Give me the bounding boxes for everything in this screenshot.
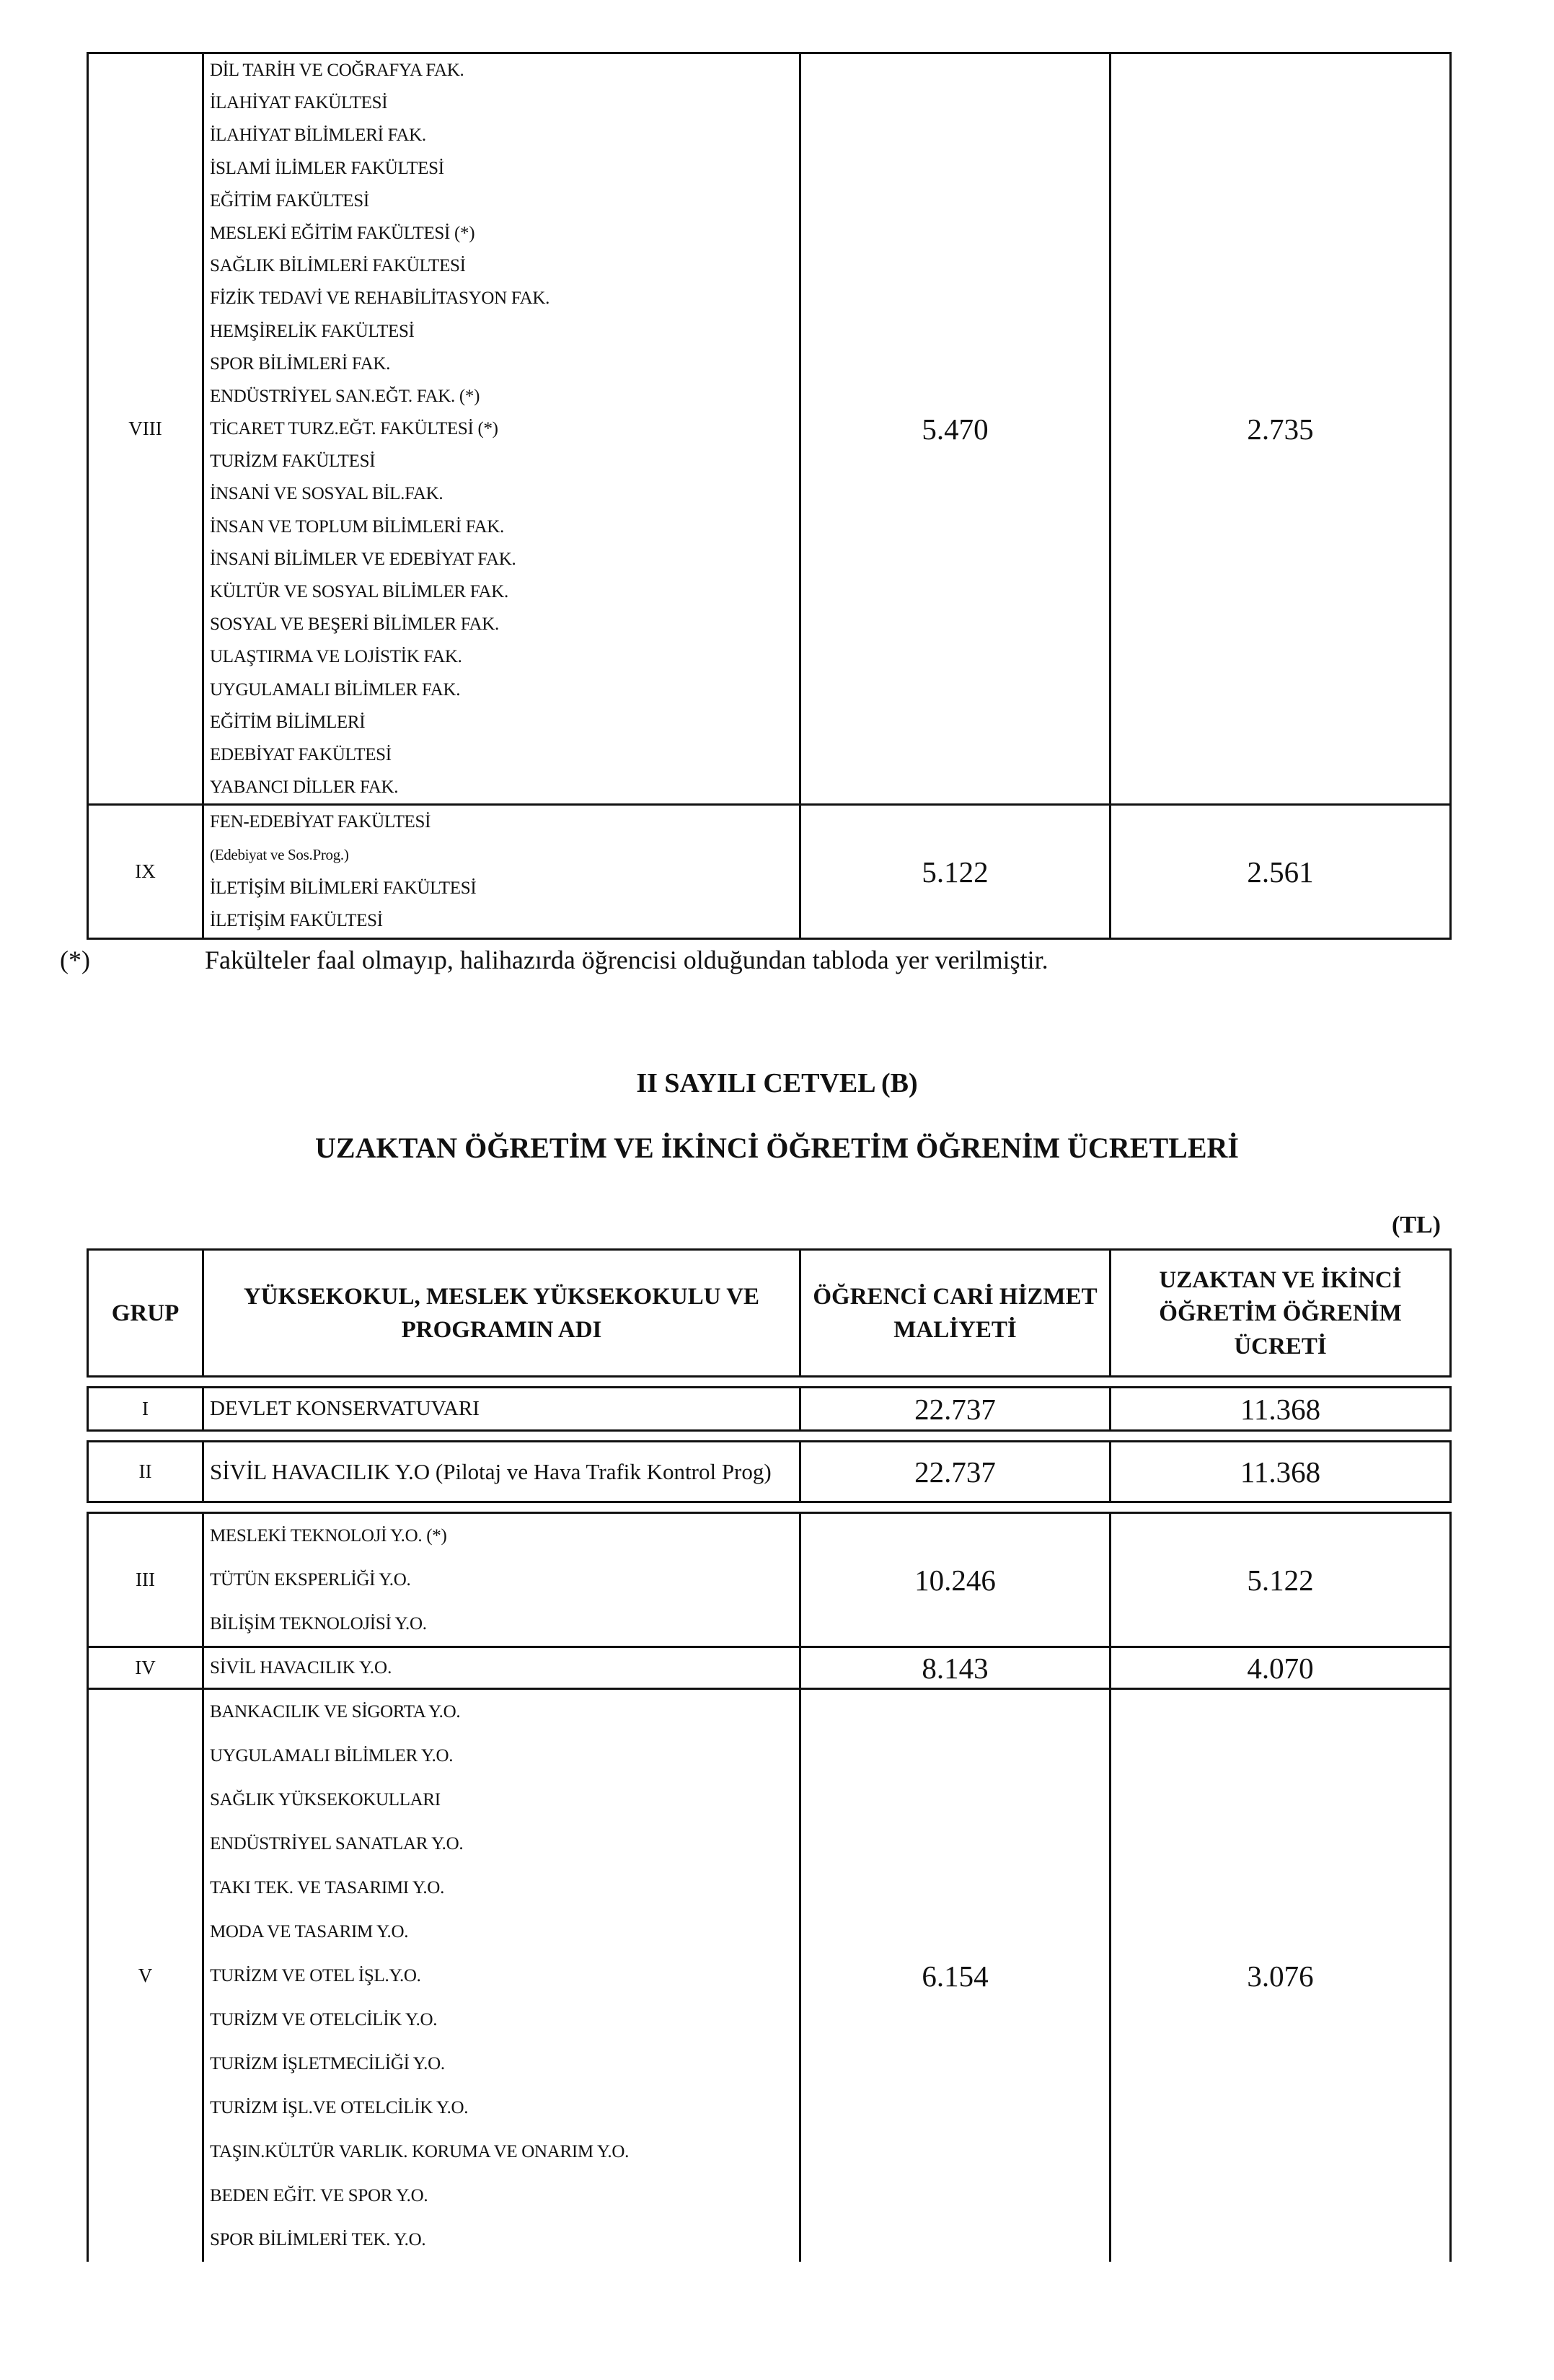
list-item: SAĞLIK YÜKSEKOKULLARI xyxy=(210,1790,441,1810)
cost-cell: 22.737 xyxy=(800,1388,1111,1431)
list-item: SAĞLIK BİLİMLERİ FAKÜLTESİ xyxy=(210,256,466,276)
list-item: UYGULAMALI BİLİMLER Y.O. xyxy=(210,1746,454,1766)
list-item: İLAHİYAT FAKÜLTESİ xyxy=(210,93,388,113)
table-row xyxy=(88,1513,1451,1647)
list-item: İSLAMİ İLİMLER FAKÜLTESİ xyxy=(210,158,444,178)
fees-table-b xyxy=(87,1248,1452,2262)
table-row xyxy=(88,1442,1451,1502)
list-item: BEDEN EĞİT. VE SPOR Y.O. xyxy=(210,2186,428,2205)
list-item: TURİZM İŞLETMECİLİĞİ Y.O. xyxy=(210,2054,445,2073)
group-cell: VIII xyxy=(88,53,203,805)
cost-cell: 8.143 xyxy=(800,1647,1111,1689)
list-item: İLAHİYAT BİLİMLERİ FAK. xyxy=(210,125,426,146)
list-item: TAKI TEK. VE TASARIMI Y.O. xyxy=(210,1878,445,1898)
cost-cell: 22.737 xyxy=(800,1442,1111,1502)
cost-cell: 10.246 xyxy=(800,1513,1111,1647)
list-item: (Edebiyat ve Sos.Prog.) xyxy=(210,846,349,863)
currency-unit: (TL) xyxy=(1392,1212,1441,1238)
list-item: ENDÜSTRİYEL SAN.EĞT. FAK. (*) xyxy=(210,386,480,406)
group-cell: IX xyxy=(88,805,203,939)
list-item: DİL TARİH VE COĞRAFYA FAK. xyxy=(210,61,464,80)
fee-cell: 4.070 xyxy=(1111,1647,1451,1689)
list-item: MODA VE TASARIM Y.O. xyxy=(210,1922,409,1942)
list-item: EDEBİYAT FAKÜLTESİ xyxy=(210,744,392,764)
list-item: ENDÜSTRİYEL SANATLAR Y.O. xyxy=(210,1834,464,1854)
list-item: ULAŞTIRMA VE LOJİSTİK FAK. xyxy=(210,647,462,667)
group-cell: IV xyxy=(88,1647,203,1689)
list-item: KÜLTÜR VE SOSYAL BİLİMLER FAK. xyxy=(210,582,508,601)
column-header-program: YÜKSEKOKUL, MESLEK YÜKSEKOKULU VE PROGRAMIN ADI xyxy=(203,1250,800,1377)
list-item: TİCARET TURZ.EĞT. FAKÜLTESİ (*) xyxy=(210,419,498,439)
list-item: TAŞIN.KÜLTÜR VARLIK. KORUMA VE ONARIM Y.O. xyxy=(210,2142,630,2161)
program-list xyxy=(203,1689,800,2262)
list-item: İNSANİ BİLİMLER VE EDEBİYAT FAK. xyxy=(210,549,516,569)
list-item: EĞİTİM BİLİMLERİ xyxy=(210,712,366,732)
cost-cell: 6.154 xyxy=(800,1689,1111,2262)
list-item: HEMŞİRELİK FAKÜLTESİ xyxy=(210,321,415,341)
table-row xyxy=(88,1647,1451,1689)
table-row xyxy=(88,1388,1451,1431)
list-item: EĞİTİM FAKÜLTESİ xyxy=(210,190,369,211)
table-row xyxy=(88,1689,1451,2262)
list-item: TURİZM FAKÜLTESİ xyxy=(210,451,376,472)
column-header-fee: UZAKTAN VE İKİNCİ ÖĞRETİM ÖĞRENİM ÜCRETİ xyxy=(1111,1250,1451,1377)
list-item: FİZİK TEDAVİ VE REHABİLİTASYON FAK. xyxy=(210,288,550,309)
column-header-cost: ÖĞRENCİ CARİ HİZMET MALİYETİ xyxy=(800,1250,1111,1377)
fee-cell: 11.368 xyxy=(1111,1388,1451,1431)
list-item: İNSANİ VE SOSYAL BİL.FAK. xyxy=(210,484,443,504)
list-item: MESLEKİ TEKNOLOJİ Y.O. (*) xyxy=(210,1526,447,1546)
list-item: SPOR BİLİMLERİ FAK. xyxy=(210,353,391,374)
footnote-mark: (*) xyxy=(60,946,90,974)
fees-table-continued xyxy=(87,52,1452,940)
page-subtitle: UZAKTAN ÖĞRETİM VE İKİNCİ ÖĞRETİM ÖĞRENİM ÜCRETLERİ xyxy=(315,1132,1239,1164)
list-item: TÜTÜN EKSPERLİĞİ Y.O. xyxy=(210,1570,411,1590)
cost-cell: 5.470 xyxy=(800,53,1111,805)
program-cell: DEVLET KONSERVATUVARI xyxy=(203,1388,800,1431)
group-cell: II xyxy=(88,1442,203,1502)
list-item: MESLEKİ EĞİTİM FAKÜLTESİ (*) xyxy=(210,223,475,243)
list-item: İLETİŞİM BİLİMLERİ FAKÜLTESİ xyxy=(210,878,477,898)
fee-cell: 5.122 xyxy=(1111,1513,1451,1647)
cost-cell: 5.122 xyxy=(800,805,1111,939)
footnote-text: Fakülteler faal olmayıp, halihazırda öğrencisi olduğundan tabloda yer verilmiştir. xyxy=(205,946,1048,974)
list-item: TURİZM İŞL.VE OTELCİLİK Y.O. xyxy=(210,2098,469,2117)
list-item: İNSAN VE TOPLUM BİLİMLERİ FAK. xyxy=(210,516,504,537)
group-cell: V xyxy=(88,1689,203,2262)
table-row xyxy=(88,53,1451,805)
page-title: II SAYILI CETVEL (B) xyxy=(636,1068,918,1098)
list-item: YABANCI DİLLER FAK. xyxy=(210,777,399,798)
program-list xyxy=(203,53,800,805)
column-header-group: GRUP xyxy=(88,1250,203,1377)
list-item: SPOR BİLİMLERİ TEK. Y.O. xyxy=(210,2230,426,2249)
list-item: SOSYAL VE BEŞERİ BİLİMLER FAK. xyxy=(210,614,499,635)
fee-cell: 2.735 xyxy=(1111,53,1451,805)
list-item: TURİZM VE OTELCİLİK Y.O. xyxy=(210,2010,438,2029)
program-list xyxy=(203,805,800,939)
group-cell: III xyxy=(88,1513,203,1647)
program-cell: SİVİL HAVACILIK Y.O (Pilotaj ve Hava Trafik Kontrol Prog) xyxy=(203,1442,800,1502)
list-item: TURİZM VE OTEL İŞL.Y.O. xyxy=(210,1966,421,1985)
list-item: İLETİŞİM FAKÜLTESİ xyxy=(210,911,383,931)
list-item: BİLİŞİM TEKNOLOJİSİ Y.O. xyxy=(210,1614,427,1634)
list-item: FEN-EDEBİYAT FAKÜLTESİ xyxy=(210,812,431,832)
fee-cell: 3.076 xyxy=(1111,1689,1451,2262)
table-row xyxy=(88,805,1451,939)
list-item: BANKACILIK VE SİGORTA Y.O. xyxy=(210,1702,461,1722)
fee-cell: 2.561 xyxy=(1111,805,1451,939)
program-cell: SİVİL HAVACILIK Y.O. xyxy=(203,1647,800,1689)
list-item: UYGULAMALI BİLİMLER FAK. xyxy=(210,679,461,700)
group-cell: I xyxy=(88,1388,203,1431)
table-header-row xyxy=(88,1250,1451,1377)
program-list xyxy=(203,1513,800,1647)
fee-cell: 11.368 xyxy=(1111,1442,1451,1502)
